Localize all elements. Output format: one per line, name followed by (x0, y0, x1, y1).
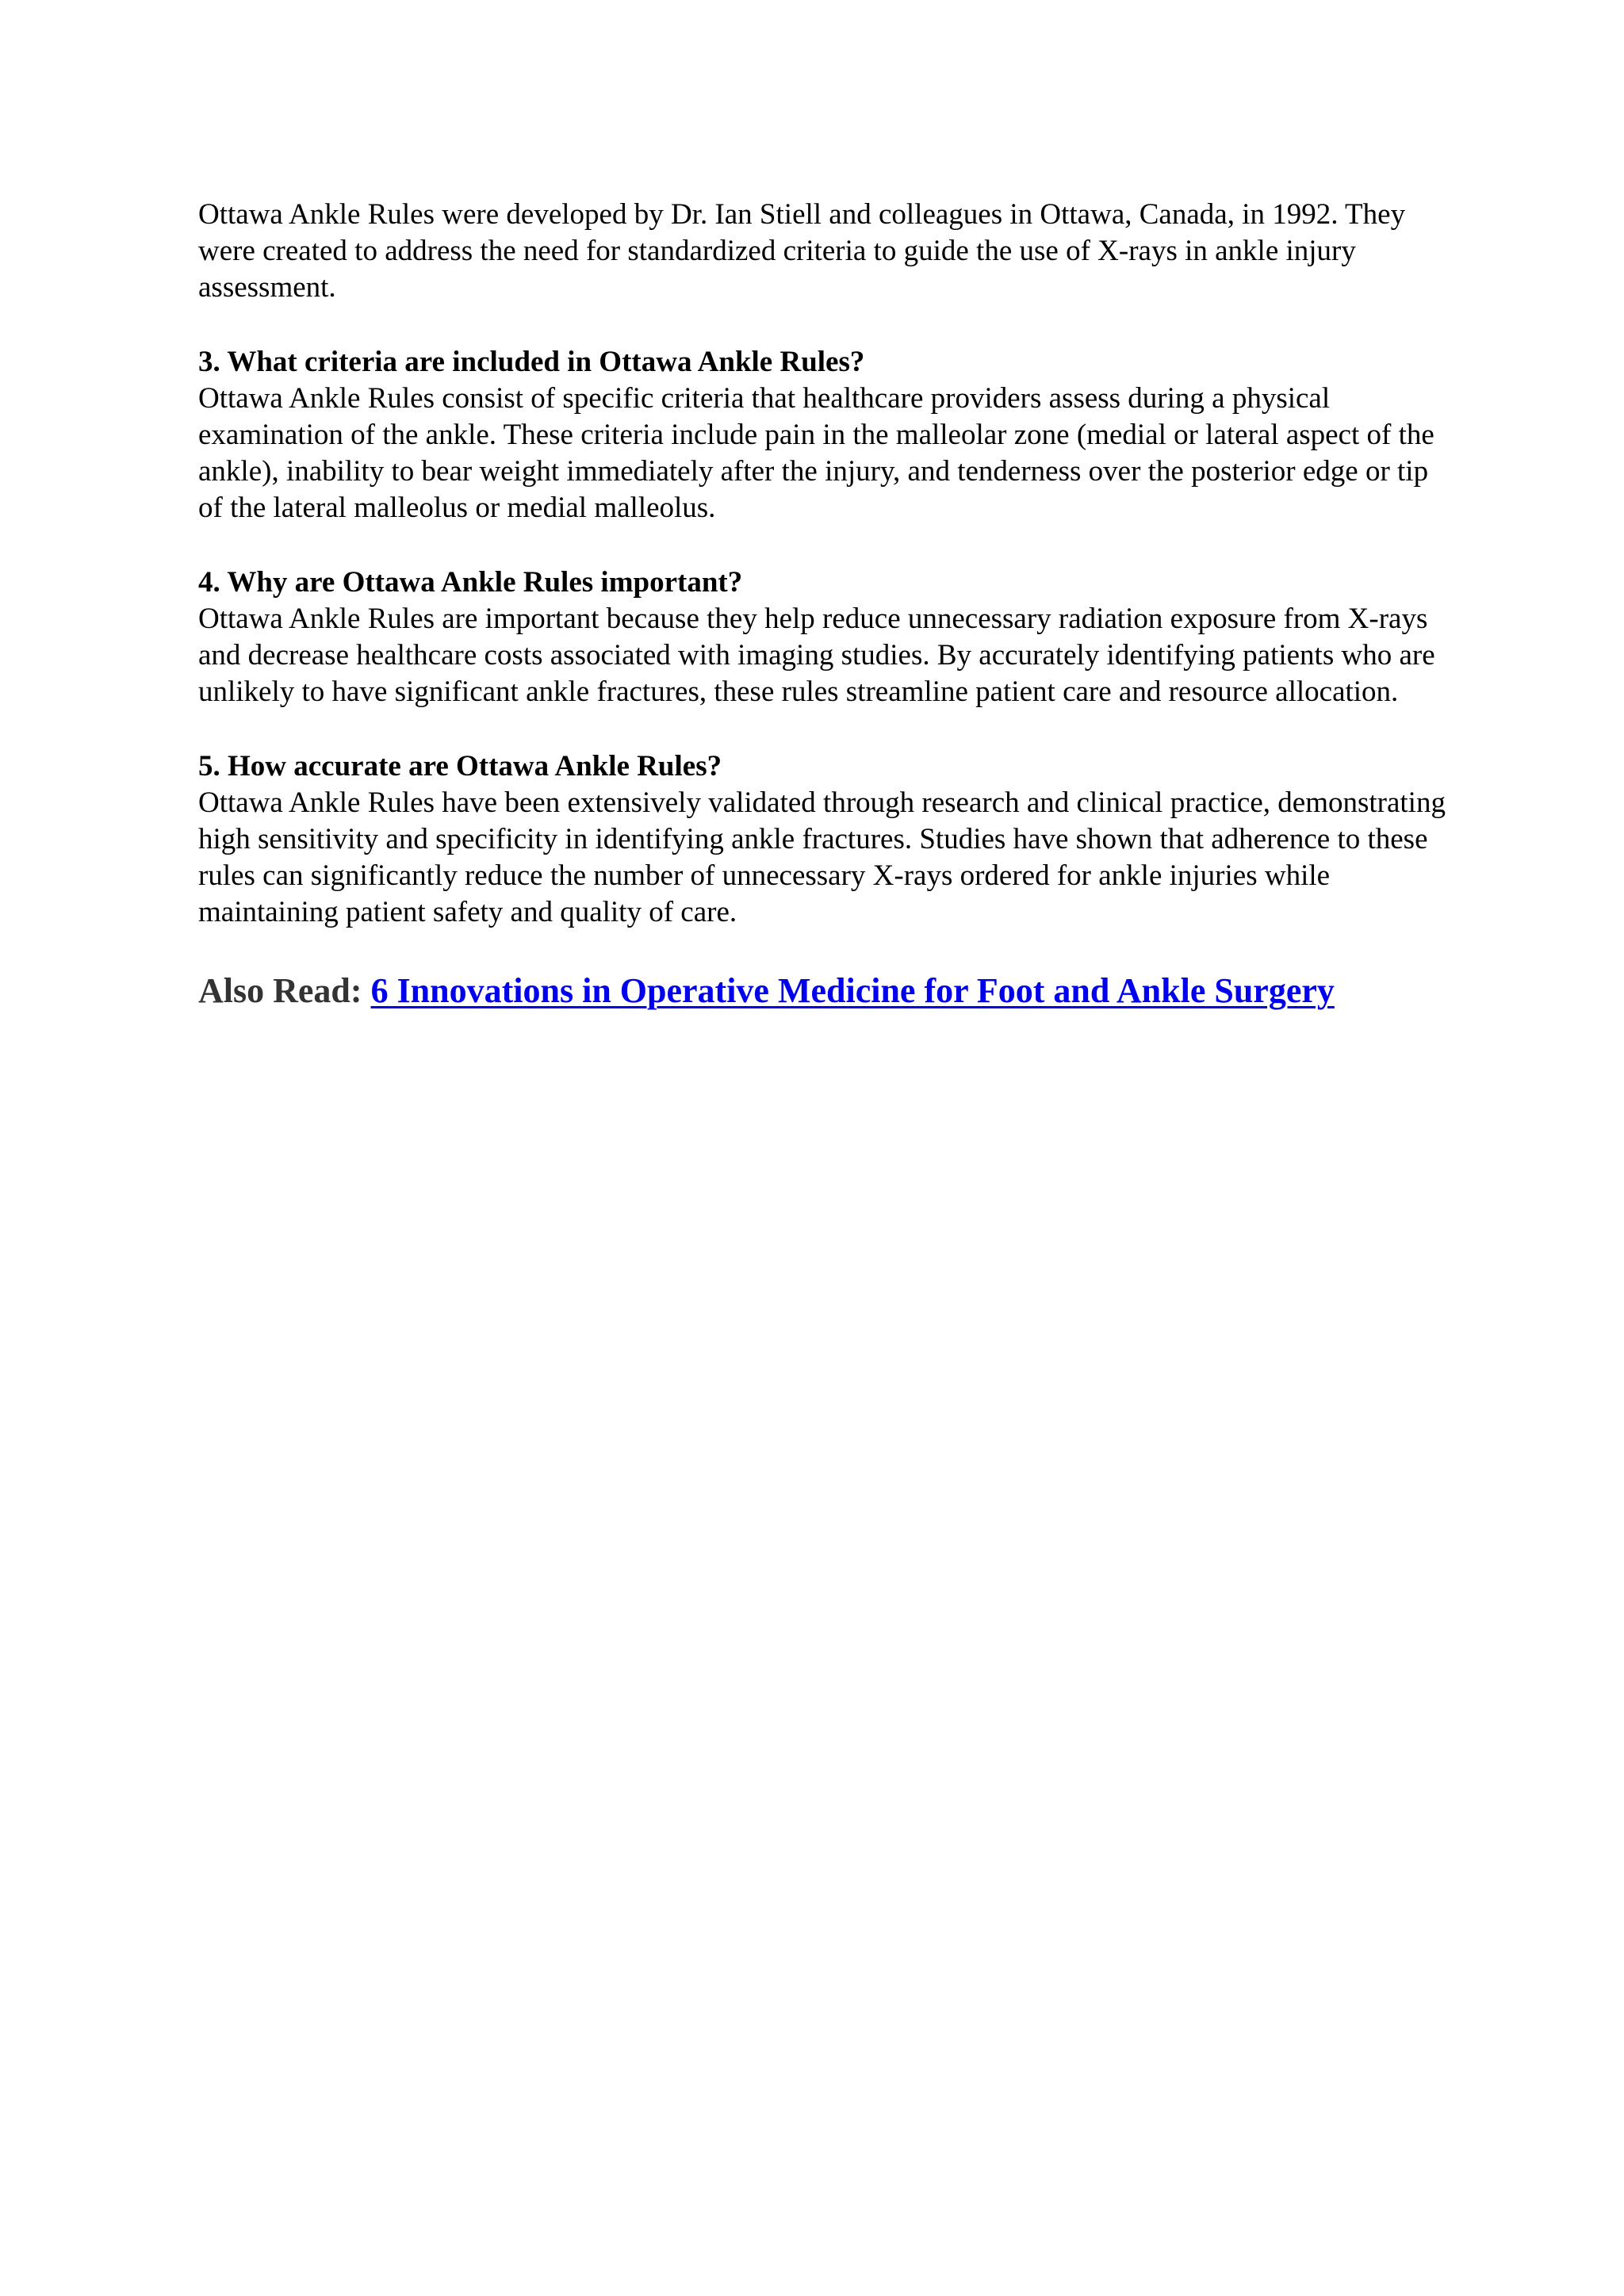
faq-answer-5: Ottawa Ankle Rules have been extensively validated through research and clinical practice, demonstrating high sensitivity and specificity in identifying ankle fractures. Studies have shown that adherence to these rules can significantly reduce the number of unnecessary X-rays ordered for ankle injuries while maintaining patient safety and quality of care. (198, 786, 1446, 928)
intro-paragraph: Ottawa Ankle Rules were developed by Dr. Ian Stiell and colleagues in Ottawa, Canada, in 1992. They were created to address the need for standardized criteria to guide the use of X-rays in ankle injury assessment. (198, 198, 1406, 304)
faq-question-3: 3. What criteria are included in Ottawa Ankle Rules? (198, 346, 865, 378)
faq-question-4: 4. Why are Ottawa Ankle Rules important? (198, 566, 743, 599)
faq-question-5: 5. How accurate are Ottawa Ankle Rules? (198, 750, 722, 783)
also-read-link[interactable]: 6 Innovations in Operative Medicine for Foot and Ankle Surgery (370, 971, 1335, 1010)
faq-item-5 (198, 748, 1459, 931)
faq-answer-4: Ottawa Ankle Rules are important because they help reduce unnecessary radiation exposure from X-rays and decrease healthcare costs associated with imaging studies. By accurately identifying patients who are unlikely to have significant ankle fractures, these rules streamline patient care and resource allocation. (198, 603, 1435, 708)
faq-item-3 (198, 344, 1459, 526)
faq-answer-3: Ottawa Ankle Rules consist of specific criteria that healthcare providers assess during a physical examination of the ankle. These criteria include pain in the malleolar zone (medial or lateral aspect of the ankle), inability to bear weight immediately after the injury, and tenderness over the posterior edge or tip of the lateral malleolus or medial malleolus. (198, 382, 1434, 524)
faq-item-4 (198, 564, 1459, 710)
also-read-label: Also Read: (198, 971, 362, 1010)
document-page (198, 197, 1459, 1013)
also-read-section (198, 969, 1459, 1013)
